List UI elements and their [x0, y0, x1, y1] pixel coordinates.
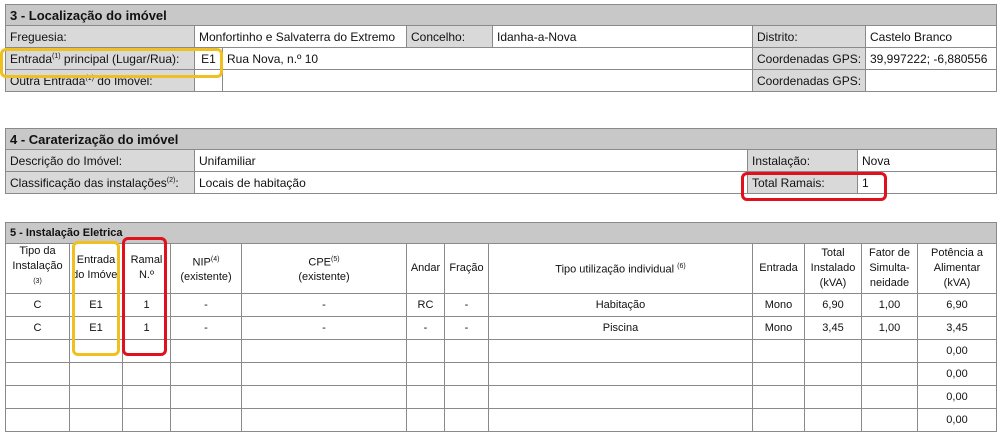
footnote-6: (6): [677, 263, 686, 270]
col-fator: Fator de Simulta-neidade: [862, 244, 918, 294]
section-4-table: [5, 128, 997, 194]
footnote-1b: (1): [85, 74, 94, 82]
cell-entrada-imovel: [70, 362, 123, 385]
cell-nip: -: [171, 316, 242, 339]
classificacao-label: [6, 172, 195, 194]
cell-tipo: [6, 362, 70, 385]
cell-ramal: 1: [123, 316, 171, 339]
outra-entrada-value: [223, 70, 753, 92]
coords2-label: Coordenadas GPS:: [753, 70, 866, 92]
footnote-1: (1): [52, 52, 61, 60]
entrada-code: E1: [195, 48, 223, 70]
cell-total: [805, 385, 862, 408]
cell-andar: [407, 408, 445, 431]
cell-total: [805, 362, 862, 385]
col-tipo-text: Tipo da Instalação: [12, 245, 63, 272]
freguesia-label: Freguesia:: [6, 26, 195, 48]
coords-value: 39,997222; -6,880556: [866, 48, 997, 70]
col-cpe-sub: (existente): [298, 271, 350, 284]
cell-fator: [862, 362, 918, 385]
footnote-5: (5): [331, 255, 340, 263]
section-4-title: 4 - Caraterização do imóvel: [6, 129, 997, 150]
classificacao-label-colon: :: [175, 175, 179, 190]
cell-tipo-util: [489, 385, 753, 408]
cell-nip: [171, 362, 242, 385]
cell-cpe: -: [242, 293, 407, 316]
cell-entrada: Mono: [753, 293, 805, 316]
coords-label: Coordenadas GPS:: [753, 48, 866, 70]
cell-tipo-util: [489, 408, 753, 431]
coords2-value: [866, 70, 997, 92]
cell-fator: 1,00: [862, 316, 918, 339]
concelho-label: Concelho:: [407, 26, 493, 48]
cell-cpe: [242, 339, 407, 362]
cell-tipo: C: [6, 293, 70, 316]
cell-tipo-util: [489, 339, 753, 362]
cell-entrada: [753, 362, 805, 385]
section-5-body: [6, 293, 997, 431]
total-ramais-value: 1: [858, 172, 997, 194]
cell-entrada-imovel: [70, 339, 123, 362]
table-row: [6, 339, 997, 362]
cell-fracao: [445, 385, 489, 408]
col-cpe: [242, 244, 407, 294]
descricao-value: Unifamiliar: [195, 150, 748, 172]
section-5-title: 5 - Instalação Eletrica: [6, 223, 997, 244]
table-row: [6, 362, 997, 385]
cell-entrada: Mono: [753, 316, 805, 339]
freguesia-value: Monfortinho e Salvaterra do Extremo: [195, 26, 407, 48]
cell-fracao: [445, 339, 489, 362]
cell-entrada: [753, 408, 805, 431]
cell-cpe: [242, 408, 407, 431]
cell-total: [805, 408, 862, 431]
col-tipo-utilizacao: [489, 244, 753, 294]
cell-fracao: -: [445, 293, 489, 316]
cell-fator: [862, 385, 918, 408]
outra-entrada-code: [195, 70, 223, 92]
cell-potencia: 0,00: [918, 408, 997, 431]
cell-entrada-imovel: E1: [70, 293, 123, 316]
concelho-value: Idanha-a-Nova: [493, 26, 753, 48]
section-5-table: [5, 222, 997, 432]
cell-entrada: [753, 385, 805, 408]
cell-total: 3,45: [805, 316, 862, 339]
cell-andar: [407, 362, 445, 385]
cell-potencia: 6,90: [918, 293, 997, 316]
cell-ramal: 1: [123, 293, 171, 316]
cell-potencia: 0,00: [918, 385, 997, 408]
cell-fracao: -: [445, 316, 489, 339]
cell-cpe: -: [242, 316, 407, 339]
entrada-label-text-b: principal (Lugar/Rua):: [60, 51, 180, 66]
col-nip-text: NIP: [192, 256, 211, 269]
cell-andar: RC: [407, 293, 445, 316]
col-fracao: Fração: [445, 244, 489, 294]
footnote-3: (3): [33, 278, 42, 285]
cell-fator: [862, 408, 918, 431]
section-3-table: [5, 4, 997, 92]
cell-entrada-imovel: E1: [70, 316, 123, 339]
outra-label-text-b: do Imóvel:: [93, 73, 153, 88]
cell-total: 6,90: [805, 293, 862, 316]
cell-entrada-imovel: [70, 408, 123, 431]
table-row: [6, 408, 997, 431]
cell-nip: -: [171, 293, 242, 316]
table-row: [6, 385, 997, 408]
cell-andar: -: [407, 316, 445, 339]
descricao-label: Descrição do Imóvel:: [6, 150, 195, 172]
entrada-label-text: Entrada: [10, 51, 53, 66]
cell-ramal: [123, 362, 171, 385]
cell-nip: [171, 385, 242, 408]
cell-fracao: [445, 408, 489, 431]
cell-tipo-util: Habitação: [489, 293, 753, 316]
cell-ramal: [123, 339, 171, 362]
col-entrada: Entrada: [753, 244, 805, 294]
cell-tipo: [6, 408, 70, 431]
cell-tipo: [6, 339, 70, 362]
outra-label-text: Outra Entrada: [10, 73, 86, 88]
cell-nip: [171, 408, 242, 431]
cell-andar: [407, 339, 445, 362]
col-andar: Andar: [407, 244, 445, 294]
cell-tipo-util: [489, 362, 753, 385]
col-tipo-util-text: Tipo utilização individual: [555, 263, 678, 276]
section-3-title: 3 - Localização do imóvel: [6, 5, 997, 26]
cell-entrada: [753, 339, 805, 362]
cell-potencia: 0,00: [918, 339, 997, 362]
col-entrada-imovel: Entrada do Imóvel: [70, 244, 123, 294]
col-nip: [171, 244, 242, 294]
cell-fracao: [445, 362, 489, 385]
entrada-principal-label: [6, 48, 195, 70]
cell-total: [805, 339, 862, 362]
col-total-instalado: Total Instalado (kVA): [805, 244, 862, 294]
cell-ramal: [123, 385, 171, 408]
cell-tipo: C: [6, 316, 70, 339]
table-row: [6, 316, 997, 339]
column-header-row: [6, 244, 997, 294]
cell-cpe: [242, 385, 407, 408]
distrito-value: Castelo Branco: [866, 26, 997, 48]
cell-nip: [171, 339, 242, 362]
cell-potencia: 3,45: [918, 316, 997, 339]
cell-potencia: 0,00: [918, 362, 997, 385]
entrada-principal-value: Rua Nova, n.º 10: [223, 48, 753, 70]
outra-entrada-label: [6, 70, 195, 92]
distrito-label: Distrito:: [753, 26, 866, 48]
col-potencia: Potência a Alimentar (kVA): [918, 244, 997, 294]
cell-fator: 1,00: [862, 293, 918, 316]
footnote-2: (2): [166, 176, 176, 184]
classificacao-value: Locais de habitação: [195, 172, 748, 194]
col-ramal: Ramal N.º: [123, 244, 171, 294]
classificacao-label-text: Classificação das instalações: [10, 175, 167, 190]
instalacao-value: Nova: [858, 150, 997, 172]
table-row: [6, 293, 997, 316]
col-nip-sub: (existente): [180, 271, 232, 284]
cell-cpe: [242, 362, 407, 385]
col-cpe-text: CPE: [308, 256, 332, 269]
cell-fator: [862, 339, 918, 362]
cell-tipo-util: Piscina: [489, 316, 753, 339]
total-ramais-label: Total Ramais:: [748, 172, 858, 194]
cell-tipo: [6, 385, 70, 408]
cell-entrada-imovel: [70, 385, 123, 408]
cell-andar: [407, 385, 445, 408]
footnote-4: (4): [210, 255, 220, 263]
instalacao-label: Instalação:: [748, 150, 858, 172]
col-tipo-instalacao: [6, 244, 70, 294]
cell-ramal: [123, 408, 171, 431]
